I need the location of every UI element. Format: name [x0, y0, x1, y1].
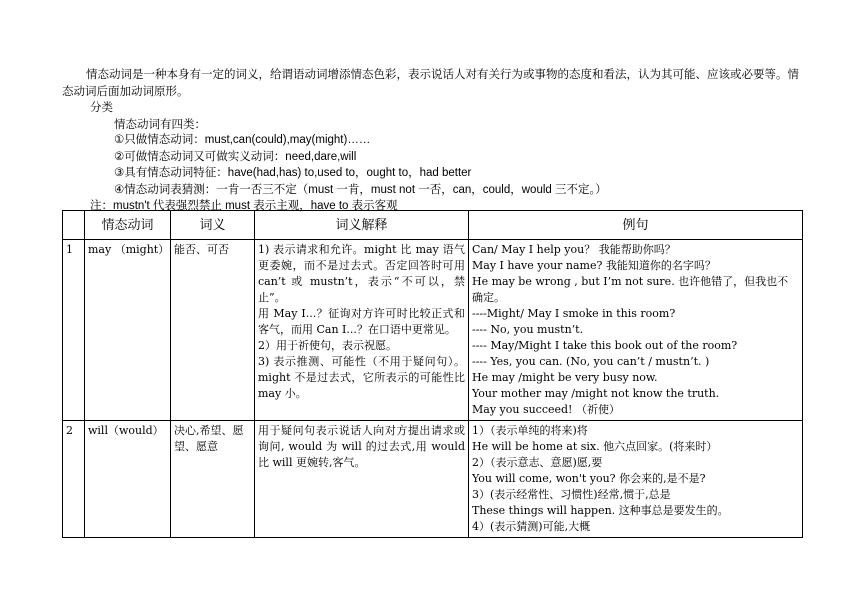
example-line: ----Might/ May I smoke in this room? — [472, 307, 676, 320]
explanation-line: 用 May I...？征询对方许可时比较正式和客气，而用 Can I...？在口语中更常见。 — [258, 307, 465, 336]
header-number-cell — [63, 211, 85, 240]
example-line: He will be home at six. 他六点回家。(将来时） — [472, 440, 718, 453]
example-line: May you succeed! （祈使） — [472, 403, 620, 416]
row-number: 2 — [63, 421, 85, 538]
type-3-line: ③具有情态动词特征：have(had,has) to,used to，ought to，had better — [114, 167, 472, 179]
example-line: Your mother may /might not know the truth. — [472, 387, 720, 400]
example-line: ---- Yes, you can. (No, you can’t / mustn’t. ) — [472, 355, 710, 368]
example-line: These things will happen. 这种事总是要发生的。 — [472, 504, 729, 517]
example-line: 4）(表示猜测)可能,大概 — [472, 520, 591, 533]
type-4-line: ④情态动词表猜测：一肯一否三不定（must 一肯，must not 一否，can，could，would 三不定。） — [114, 183, 607, 196]
example-line: 2）（表示意志、意愿)愿,要 — [472, 456, 603, 469]
explanation-line: 1) 表示请求和允许。might 比 may 语气更委婉，而不是过去式。否定回答时可用 can’t 或 mustn’t，表示“不可以，禁止”。 — [258, 243, 465, 304]
example-line: 1）（表示单纯的将来)将 — [472, 424, 588, 437]
table-row — [63, 240, 803, 421]
row-explanation — [255, 421, 469, 538]
type-2-line: ②可做情态动词又可做实义动词：need,dare,will — [114, 150, 357, 163]
explanation-line: 3) 表示推测、可能性（不用于疑问句）。might 不是过去式，它所表示的可能性比 may 小。 — [258, 355, 465, 400]
explanation-line: 2）用于祈使句，表示祝愿。 — [258, 339, 397, 352]
row-explanation — [255, 240, 469, 421]
header-examples: 例句 — [469, 211, 803, 240]
intro-section — [62, 66, 802, 215]
row-meaning: 决心,希望、愿望、愿意 — [171, 421, 255, 538]
example-line: ---- May/Might I take this book out of the room? — [472, 339, 738, 352]
row-number: 1 — [63, 240, 85, 421]
row-meaning: 能否、可否 — [171, 240, 255, 421]
row-verb: may （might） — [85, 240, 171, 421]
example-line: May I have your name? 我能知道你的名字吗？ — [472, 259, 716, 272]
header-explanation: 词义解释 — [255, 211, 469, 240]
category-heading: 分类 — [90, 100, 113, 114]
modal-verbs-table — [62, 210, 803, 538]
example-line: 3）(表示经常性、习惯性)经常,惯于,总是 — [472, 488, 671, 501]
example-line: He may /might be very busy now. — [472, 371, 658, 384]
table-row — [63, 421, 803, 538]
header-modal-verb: 情态动词 — [85, 211, 171, 240]
example-line: You will come, won't you? 你会来的,是不是? — [472, 472, 706, 485]
row-verb: will（would） — [85, 421, 171, 538]
example-line: Can/ May I help you？ 我能帮助你吗？ — [472, 243, 676, 256]
example-line: He may be wrong , but I’m not sure. 也许他错了，但我也不确定。 — [472, 275, 789, 304]
example-line: ---- No, you mustn’t. — [472, 323, 584, 336]
header-meaning: 词义 — [171, 211, 255, 240]
table-header-row — [63, 211, 803, 240]
row-examples — [469, 421, 803, 538]
type-1-line: ①只做情态动词：must,can(could),may(might)…… — [114, 134, 371, 146]
note-line: 注：mustn't 代表强烈禁止 must 表示主观，have to 表示客观 — [90, 200, 398, 212]
definition-paragraph: 情态动词是一种本身有一定的词义，给谓语动词增添情态色彩，表示说话人对有关行为或事物的态度和看法，认为其可能、应该或必要等。情态动词后面加动词原形。 — [62, 67, 799, 98]
four-types-line: 情态动词有四类： — [114, 116, 206, 131]
row-examples — [469, 240, 803, 421]
explanation-line: 用于疑问句表示说话人向对方提出请求或询问, would 为 will 的过去式,用 would 比 will 更婉转,客气。 — [258, 424, 465, 469]
